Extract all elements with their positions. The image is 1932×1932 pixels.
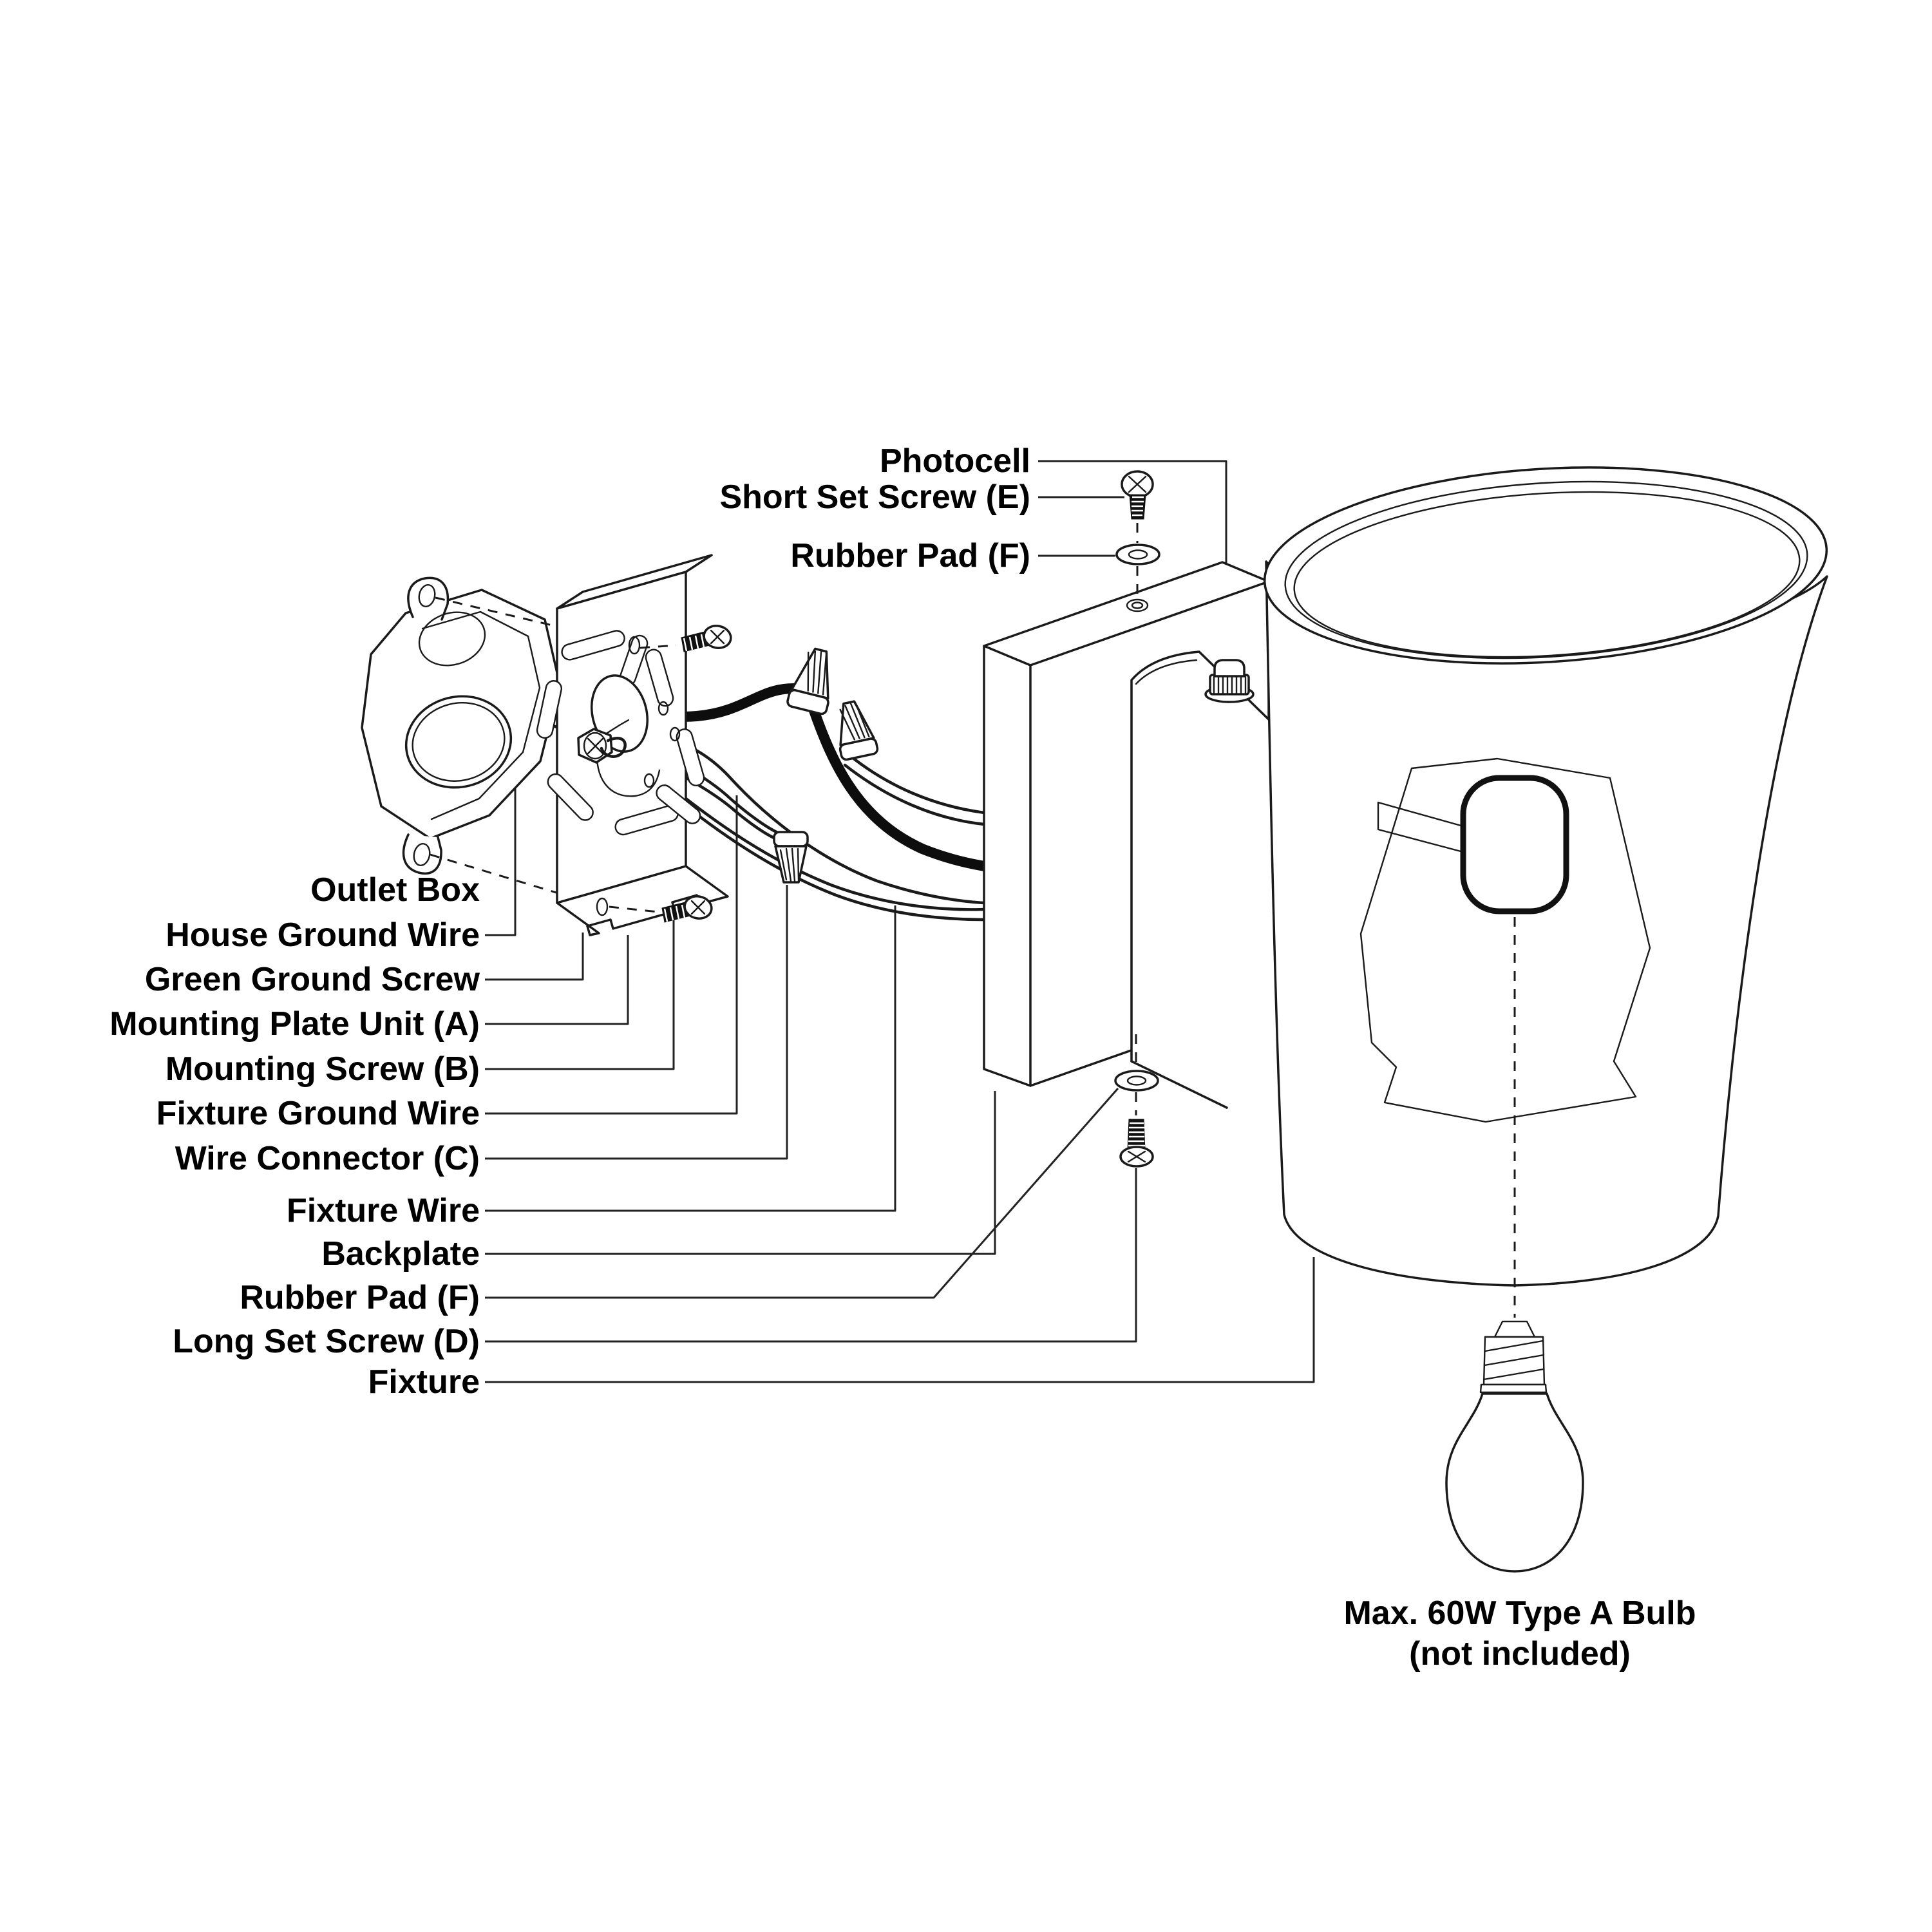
leader-mounting-screw xyxy=(485,917,674,1069)
label-wire-connector: Wire Connector (C) xyxy=(175,1140,480,1177)
photocell-cap xyxy=(1215,660,1244,676)
leader-wire-connector xyxy=(485,885,787,1159)
label-bulb-line2: (not included) xyxy=(1409,1635,1631,1672)
bulb-tip xyxy=(1495,1321,1535,1337)
leader-rubber-pad-bottom xyxy=(485,1088,1118,1298)
lamp-housing-block xyxy=(1132,652,1272,1109)
wire-connector-middle xyxy=(831,699,878,761)
outlet-box-ear-bottom xyxy=(404,835,441,873)
bulb-collar xyxy=(1481,1385,1546,1392)
label-mounting-screw: Mounting Screw (B) xyxy=(165,1050,480,1088)
label-outlet-box: Outlet Box xyxy=(310,871,480,909)
label-fixture-wire: Fixture Wire xyxy=(286,1192,480,1229)
label-rubber-pad-top: Rubber Pad (F) xyxy=(790,537,1030,574)
label-backplate: Backplate xyxy=(321,1235,480,1273)
leader-backplate xyxy=(485,1091,995,1254)
label-photocell: Photocell xyxy=(879,442,1030,480)
label-fixture: Fixture xyxy=(368,1363,480,1401)
washer-top-outer xyxy=(1117,545,1159,564)
label-fixture-ground-wire: Fixture Ground Wire xyxy=(156,1095,480,1132)
leader-fixture-wire xyxy=(485,905,895,1211)
washer-bottom-outer xyxy=(1115,1071,1158,1090)
wire-connector-upper xyxy=(786,645,840,715)
label-rubber-pad-bottom: Rubber Pad (F) xyxy=(240,1279,480,1316)
leader-green-ground-screw xyxy=(485,933,583,980)
label-mounting-plate-unit: Mounting Plate Unit (A) xyxy=(109,1005,480,1043)
label-short-set-screw: Short Set Screw (E) xyxy=(719,478,1030,516)
wire-connector-c xyxy=(774,832,808,882)
bulb-globe xyxy=(1446,1394,1583,1571)
label-long-set-screw: Long Set Screw (D) xyxy=(173,1323,480,1360)
socket-body xyxy=(1463,778,1566,911)
fixture-cylinder xyxy=(1259,452,1833,1318)
label-bulb-line1: Max. 60W Type A Bulb xyxy=(1343,1595,1696,1632)
long-set-screw-drawing xyxy=(1121,1119,1153,1166)
short-set-screw-drawing xyxy=(1122,471,1153,543)
outlet-box-outline xyxy=(362,590,560,838)
block-fill xyxy=(1132,654,1272,1109)
label-green-ground-screw: Green Ground Screw xyxy=(144,961,480,998)
bulb-drawing xyxy=(1446,1321,1583,1571)
label-house-ground-wire: House Ground Wire xyxy=(166,916,480,954)
leader-fixture xyxy=(485,1257,1314,1382)
photocell-knurl xyxy=(1210,675,1249,694)
